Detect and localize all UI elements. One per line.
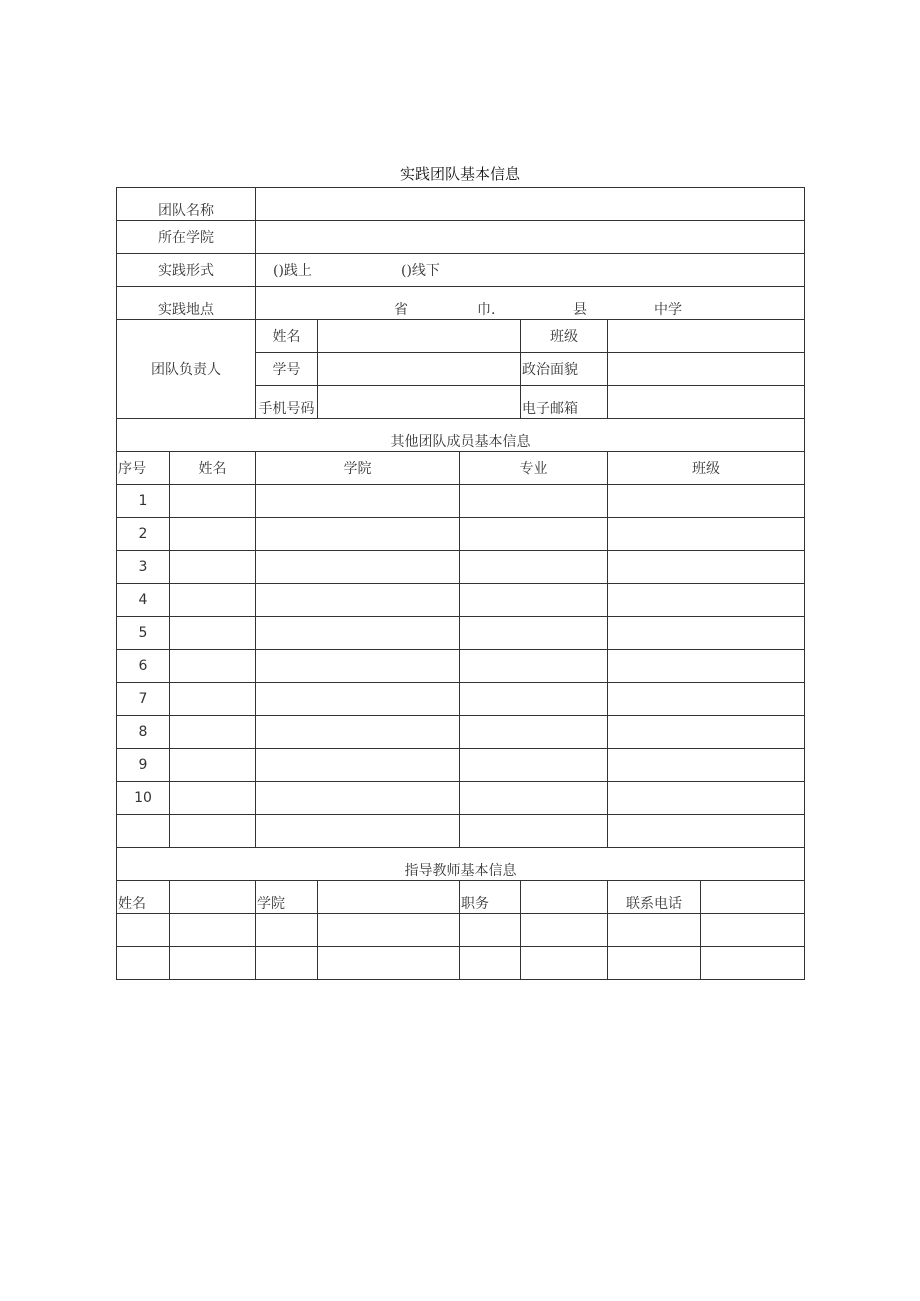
- location-city: 巾.: [477, 302, 496, 318]
- member-class-cell[interactable]: [608, 650, 805, 683]
- member-name-cell[interactable]: [170, 584, 256, 617]
- members-section-row: [117, 419, 805, 452]
- advisor-cell[interactable]: [460, 914, 521, 947]
- advisor-cell[interactable]: [256, 947, 318, 980]
- member-major-cell[interactable]: [460, 518, 608, 551]
- member-class-cell[interactable]: [608, 617, 805, 650]
- member-college-cell[interactable]: [256, 617, 460, 650]
- advisor-row: [117, 914, 805, 947]
- member-college-cell[interactable]: [256, 650, 460, 683]
- location-county: 县: [573, 302, 587, 318]
- member-major-cell[interactable]: [460, 815, 608, 848]
- practice-form-label: 实践形式: [117, 254, 256, 287]
- member-name-cell[interactable]: [170, 716, 256, 749]
- location-school: 中学: [654, 302, 682, 318]
- leader-political-field[interactable]: [608, 353, 805, 386]
- member-row: [117, 749, 805, 782]
- member-row: [117, 716, 805, 749]
- member-class-cell[interactable]: [608, 485, 805, 518]
- practice-form-row: [117, 254, 805, 287]
- practice-form-options: [256, 254, 805, 287]
- advisor-position-field[interactable]: [521, 881, 608, 914]
- advisor-cell[interactable]: [521, 947, 608, 980]
- member-index: [117, 815, 170, 848]
- member-header-major: 专业: [460, 452, 608, 485]
- leader-row-1: [117, 320, 805, 353]
- advisor-cell[interactable]: [460, 947, 521, 980]
- leader-label: 团队负责人: [117, 320, 256, 419]
- member-college-cell[interactable]: [256, 518, 460, 551]
- option-online[interactable]: ()践上: [273, 263, 312, 279]
- member-row: [117, 485, 805, 518]
- advisor-phone-label: 联系电话: [608, 881, 701, 914]
- member-index: 8: [117, 716, 170, 749]
- advisor-header-row: [117, 881, 805, 914]
- leader-email-field[interactable]: [608, 386, 805, 419]
- advisor-position-label: 职务: [460, 881, 521, 914]
- member-college-cell[interactable]: [256, 749, 460, 782]
- advisor-cell[interactable]: [521, 914, 608, 947]
- member-major-cell[interactable]: [460, 749, 608, 782]
- advisor-cell[interactable]: [170, 914, 256, 947]
- member-index: 5: [117, 617, 170, 650]
- advisor-cell[interactable]: [117, 914, 170, 947]
- member-row: [117, 650, 805, 683]
- advisor-cell[interactable]: [701, 947, 805, 980]
- team-name-label: 团队名称: [117, 188, 256, 221]
- member-header-index: 序号: [117, 452, 170, 485]
- member-class-cell[interactable]: [608, 749, 805, 782]
- team-name-row: [117, 188, 805, 221]
- member-header-name: 姓名: [170, 452, 256, 485]
- option-offline[interactable]: ()线下: [401, 263, 440, 279]
- leader-class-label: 班级: [521, 320, 608, 353]
- member-name-cell[interactable]: [170, 485, 256, 518]
- member-name-cell[interactable]: [170, 815, 256, 848]
- members-header-row: [117, 452, 805, 485]
- advisor-cell[interactable]: [608, 914, 701, 947]
- member-major-cell[interactable]: [460, 584, 608, 617]
- advisor-cell[interactable]: [318, 914, 460, 947]
- advisor-phone-field[interactable]: [701, 881, 805, 914]
- team-info-form: [116, 187, 805, 980]
- college-field[interactable]: [256, 221, 805, 254]
- page-title: 实践团队基本信息: [399, 165, 520, 183]
- advisor-name-field[interactable]: [170, 881, 256, 914]
- member-name-cell[interactable]: [170, 749, 256, 782]
- member-row: [117, 584, 805, 617]
- member-row: [117, 617, 805, 650]
- member-index: 9: [117, 749, 170, 782]
- member-college-cell[interactable]: [256, 716, 460, 749]
- member-row: [117, 551, 805, 584]
- member-major-cell[interactable]: [460, 782, 608, 815]
- member-class-cell[interactable]: [608, 518, 805, 551]
- member-college-cell[interactable]: [256, 485, 460, 518]
- member-major-cell[interactable]: [460, 716, 608, 749]
- member-class-cell[interactable]: [608, 782, 805, 815]
- member-name-cell[interactable]: [170, 551, 256, 584]
- member-college-cell[interactable]: [256, 683, 460, 716]
- member-index: 10: [117, 782, 170, 815]
- leader-class-field[interactable]: [608, 320, 805, 353]
- leader-student-id-label: 学号: [256, 353, 318, 386]
- member-class-cell[interactable]: [608, 551, 805, 584]
- member-name-cell[interactable]: [170, 617, 256, 650]
- member-index: 3: [117, 551, 170, 584]
- member-major-cell[interactable]: [460, 485, 608, 518]
- member-row: [117, 518, 805, 551]
- advisor-cell[interactable]: [256, 914, 318, 947]
- member-college-cell[interactable]: [256, 551, 460, 584]
- member-name-cell[interactable]: [170, 683, 256, 716]
- practice-location-field[interactable]: [256, 287, 805, 320]
- leader-phone-field[interactable]: [318, 386, 521, 419]
- location-province: 省: [394, 302, 408, 318]
- advisor-name-label: 姓名: [117, 881, 170, 914]
- leader-email-label: 电子邮箱: [521, 386, 608, 419]
- advisor-section-title: 指导教师基本信息: [117, 848, 805, 881]
- leader-name-label: 姓名: [256, 320, 318, 353]
- member-major-cell[interactable]: [460, 617, 608, 650]
- member-name-cell[interactable]: [170, 518, 256, 551]
- member-row: [117, 782, 805, 815]
- member-class-cell[interactable]: [608, 683, 805, 716]
- leader-student-id-field[interactable]: [318, 353, 521, 386]
- member-header-college: 学院: [256, 452, 460, 485]
- leader-political-label: 政治面貌: [521, 353, 608, 386]
- advisor-cell[interactable]: [117, 947, 170, 980]
- practice-location-label: 实践地点: [117, 287, 256, 320]
- member-class-cell[interactable]: [608, 716, 805, 749]
- advisor-section-row: [117, 848, 805, 881]
- member-row: [117, 815, 805, 848]
- advisor-row: [117, 947, 805, 980]
- practice-location-row: [117, 287, 805, 320]
- member-major-cell[interactable]: [460, 683, 608, 716]
- member-class-cell[interactable]: [608, 584, 805, 617]
- college-label: 所在学院: [117, 221, 256, 254]
- advisor-cell[interactable]: [608, 947, 701, 980]
- member-row: [117, 683, 805, 716]
- member-college-cell[interactable]: [256, 584, 460, 617]
- member-college-cell[interactable]: [256, 815, 460, 848]
- member-college-cell[interactable]: [256, 782, 460, 815]
- member-index: 7: [117, 683, 170, 716]
- college-row: [117, 221, 805, 254]
- team-name-field[interactable]: [256, 188, 805, 221]
- advisor-cell[interactable]: [170, 947, 256, 980]
- member-name-cell[interactable]: [170, 782, 256, 815]
- member-major-cell[interactable]: [460, 551, 608, 584]
- advisor-cell[interactable]: [701, 914, 805, 947]
- advisor-college-field[interactable]: [318, 881, 460, 914]
- members-section-title: 其他团队成员基本信息: [117, 419, 805, 452]
- advisor-college-label: 学院: [256, 881, 318, 914]
- leader-name-field[interactable]: [318, 320, 521, 353]
- member-header-class: 班级: [608, 452, 805, 485]
- member-name-cell[interactable]: [170, 650, 256, 683]
- leader-phone-label: 手机号码: [256, 386, 318, 419]
- member-major-cell[interactable]: [460, 650, 608, 683]
- member-index: 4: [117, 584, 170, 617]
- member-index: 1: [117, 485, 170, 518]
- member-class-cell[interactable]: [608, 815, 805, 848]
- member-index: 6: [117, 650, 170, 683]
- member-index: 2: [117, 518, 170, 551]
- advisor-cell[interactable]: [318, 947, 460, 980]
